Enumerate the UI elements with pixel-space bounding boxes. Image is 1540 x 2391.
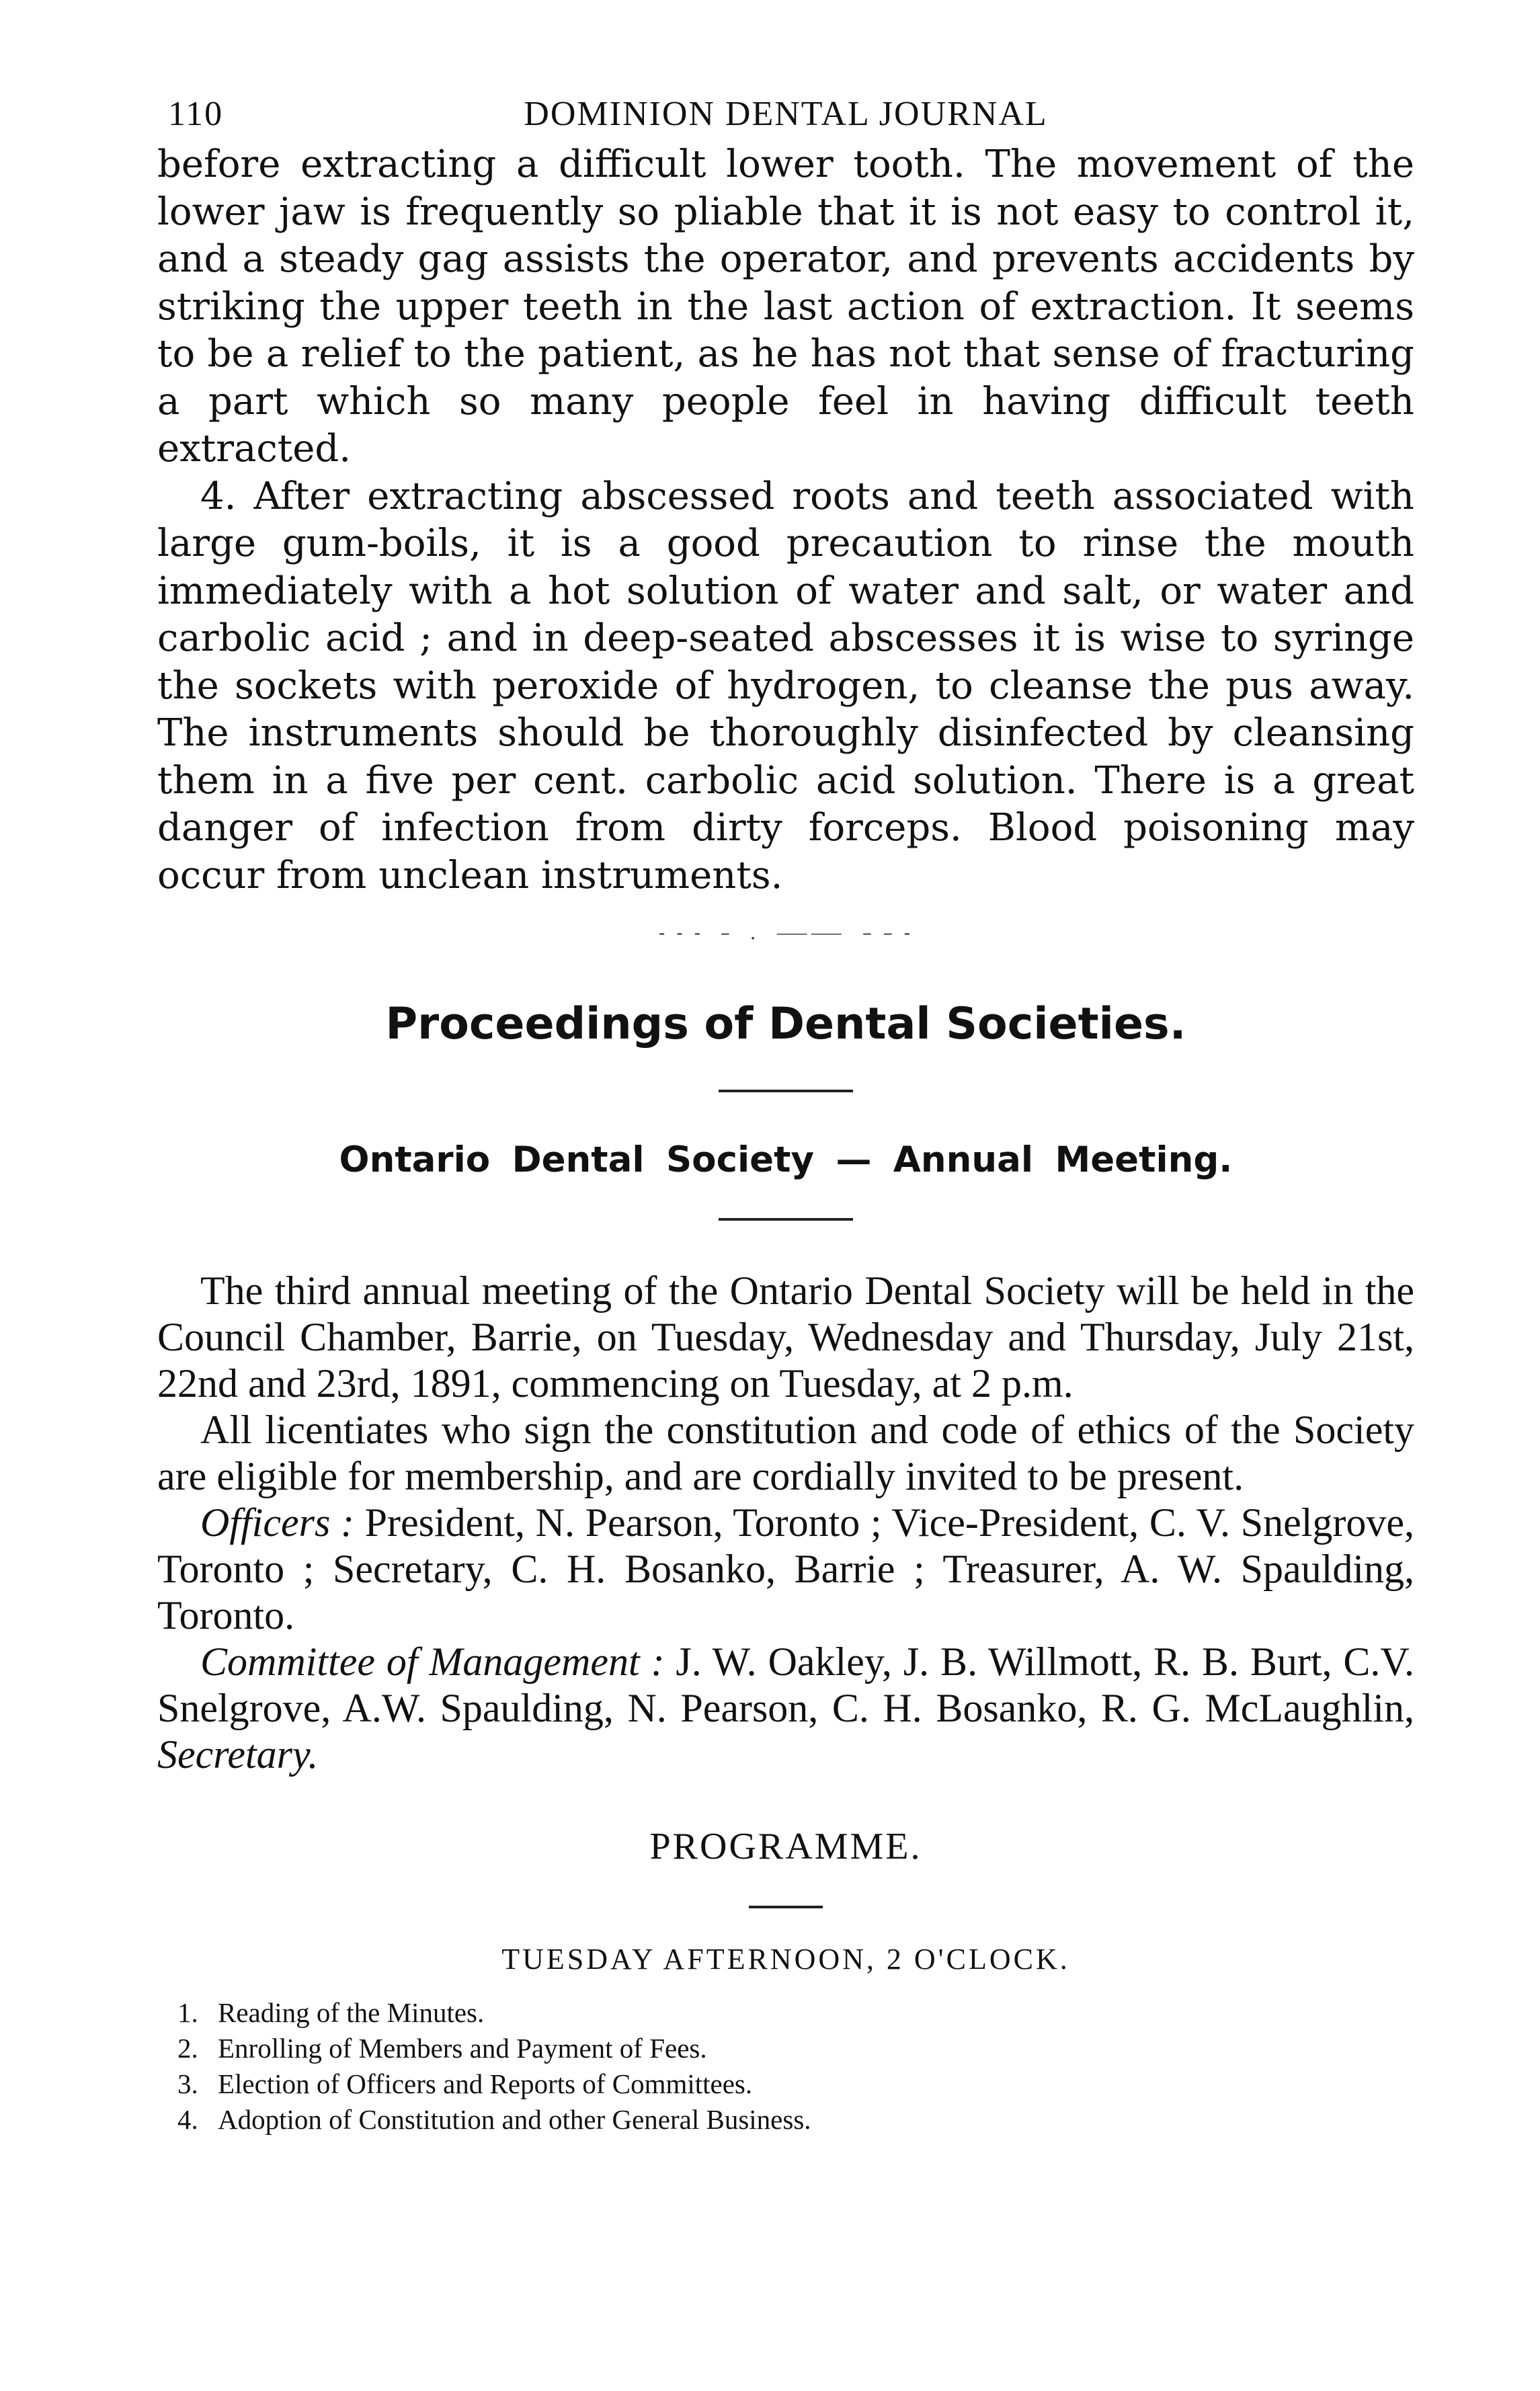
running-title: DOMINION DENTAL JOURNAL xyxy=(524,95,1048,133)
programme-item: 3. Election of Officers and Reports of Committees. xyxy=(177,2068,753,2099)
article-paragraph: 4. After extracting abscessed roots and teeth associated with large gum-boils, it is a good precaution to rinse the mouth immediately with a hot solution of water and salt, or water and carbolic acid ; and in deep-seated abscesses it is wise to syringe the sockets with peroxide of hydrogen, to cleanse the pus away. The instruments should be thoroughly disinfected by cleansing them in a five per cent. carbolic acid solution. There is a great danger of infection from dirty forceps. Blood poisoning may occur from unclean instruments. xyxy=(157,474,1414,897)
officers-label: Officers : xyxy=(200,1500,354,1545)
programme-item: 4. Adoption of Constitution and other General Business. xyxy=(177,2104,811,2135)
subtitle-rule xyxy=(719,1218,853,1221)
section-subtitle: Ontario Dental Society — Annual Meeting. xyxy=(339,1139,1233,1180)
meeting-intro: The third annual meeting of the Ontario Dental Society will be held in the Council Chamber, Barrie, on Tuesday, Wednesday and Thursday, July 21st, 22nd and 23rd, 1891, commencing on Tuesday, at 2 p.m. xyxy=(157,1268,1414,1406)
programme-title: PROGRAMME. xyxy=(649,1826,922,1867)
committee-text: J. W. Oakley, J. B. Willmott, R. B. Burt, C.V. Snelgrove, A.W. Spaulding, N. Pearson, C. H. Bosanko, R. G. McLaughlin, xyxy=(157,1639,1415,1730)
journal-page xyxy=(157,87,1414,2138)
article-continuation xyxy=(157,141,1414,899)
meeting-eligibility: All licentiates who sign the constitution and code of ethics of the Society are eligible for membership, and are cordially invited to be present. xyxy=(157,1408,1414,1498)
section-separator: - - - – . ⸺⸺ – – - xyxy=(658,922,914,944)
programme-item: 1. Reading of the Minutes. xyxy=(177,1997,485,2028)
section-title: Proceedings of Dental Societies. xyxy=(385,999,1186,1049)
committee-label: Committee of Management : xyxy=(200,1639,665,1684)
title-rule xyxy=(719,1090,853,1092)
programme-rule xyxy=(749,1906,823,1908)
programme-day: TUESDAY AFTERNOON, 2 O'CLOCK. xyxy=(501,1943,1070,1976)
article-paragraph: before extracting a difficult lower tooth. The movement of the lower jaw is frequently so pliable that it is not easy to control it, and a steady gag assists the operator, and prevents accidents by striking the upper teeth in the last action of extraction. It seems to be a relief to the patient, as he has not that sense of fracturing a part which so many people feel in having difficult teeth extracted. xyxy=(157,143,1414,471)
committee-secretary: Secretary. xyxy=(157,1732,319,1777)
committee-paragraph xyxy=(157,1639,1414,1778)
meeting-notice xyxy=(157,1268,1414,1778)
officers-text: President, N. Pearson, Toronto ; Vice-President, C. V. Snelgrove, Toronto ; Secretary, C. H. Bosanko, Barrie ; Treasurer, A. W. Spaulding, Toronto. xyxy=(157,1500,1415,1637)
programme-item: 2. Enrolling of Members and Payment of Fees. xyxy=(177,2033,707,2064)
page-header xyxy=(157,87,1414,141)
programme-list xyxy=(157,1995,1414,2138)
page-number: 110 xyxy=(168,95,224,133)
officers-paragraph xyxy=(157,1500,1414,1639)
